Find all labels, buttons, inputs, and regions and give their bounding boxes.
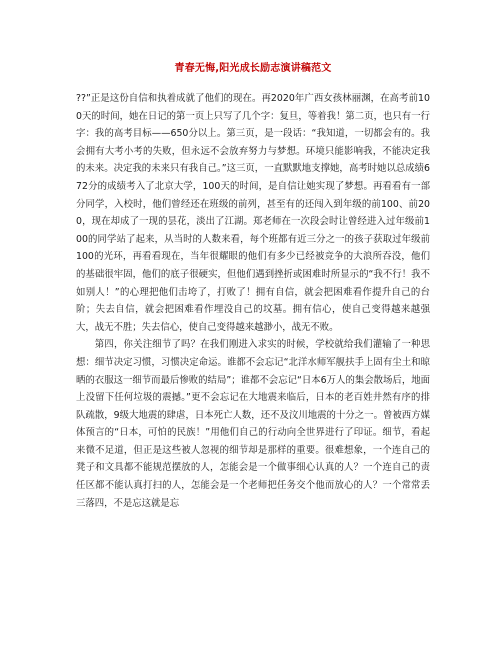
body-paragraph-1: ??”正是这份自信和执着成就了他们的现在。再2020年广西女孩林丽渊，在高考前100天的时间，她在日记的第一页上只写了几个字：复旦，等着我！第二页，也只有一行字：我的高考目标——650分以上。第三页，是一段话：“我知道，一切都会有的。我会拥有大考小考的失败，但永远不会放弃努力与梦想。环境只能影响我，不能决定我的未来。决定我的未来只有我自己。”这三页，一直默默地支撑她，高考时她以总成绩672分的成绩考入了北京大学，100天的时间，是自信让她实现了梦想。再看看有一部分同学，入校时，他们曾经还在班级的前列，甚至有的还闯入到年级的前100、前200，现在却成了一现的昙花，淡出了江湖。郑老师在一次段会时让曾经进入过年级前100的同学站了起来，从当时的人数来看，每个班都有近三分之一的孩子获取过年级前100的光环，再看看现在，当年很耀眼的他们有多少已经被竞争的大浪所吞没，他们的基础很牢固，他们的底子很硬实，但他们遇到挫折或困难时所显示的“我不行！我不如别人！”的心理把他们击垮了，打败了！拥有自信，就会把困难看作提升自己的台阶；失去自信，就会把困难看作埋没自己的坟墓。拥有信心，使自己变得越来越强大，战无不胜；失去信心，使自己变得越来越渺小，战无不败。 [76, 93, 430, 333]
body-paragraph-2: 第四，你关注细节了吗？在我们刚进入求实的时候，学校就给我们灌输了一种思想：细节决定习惯，习惯决定命运。谁都不会忘记“北洋水师军舰扶手上固有尘土和晾晒的衣服这一细节而最后惨败的结局”；谁都不会忘记“日本6万人的集会散场后，地面上没留下任何垃圾的震撼。”更不会忘记在大地震来临后，日本的老百姓井然有序的排队疏散，9级大地震的肆虐，日本死亡人数，还不及汶川地震的十分之一。曾被西方媒体预言的“日本，可怕的民族！”用他们自己的行动向全世界进行了印证。细节，看起来微不足道，但正是这些被人忽视的细节却是那样的重要。很难想象，一个连自己的凳子和文具都不能规范摆放的人，怎能会是一个做事细心认真的人？一个连自己的责任区都不能认真打扫的人，怎能会是一个老师把任务交个他而放心的人？一个常常丢三落四，不是忘这就是忘 [76, 339, 430, 509]
document-title: 青春无悔,阳光成长励志演讲稿范文 [174, 63, 332, 74]
